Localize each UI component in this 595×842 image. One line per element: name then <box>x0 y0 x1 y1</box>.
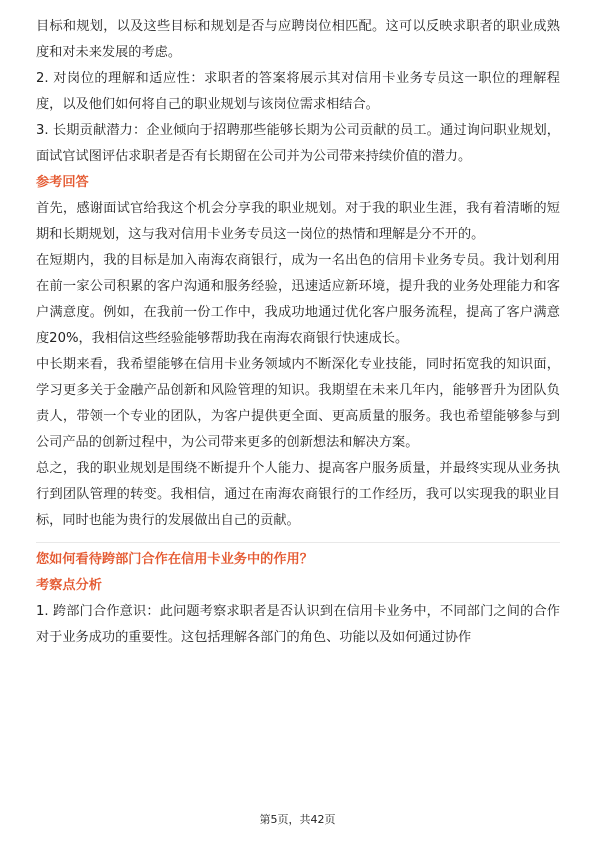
answer-paragraph-intro: 首先，感谢面试官给我这个机会分享我的职业规划。对于我的职业生涯，我有着清晰的短期和长期规划，这与我对信用卡业务专员这一岗位的热情和理解是分不开的。 <box>36 201 560 242</box>
paragraph-continuation: 目标和规划，以及这些目标和规划是否与应聘岗位相匹配。这可以反映求职者的职业成熟度和对未来发展的考虑。 <box>36 19 560 60</box>
page-number-label: 第5页，共42页 <box>259 813 336 826</box>
paragraph-point-3: 3. 长期贡献潜力：企业倾向于招聘那些能够长期为公司贡献的员工。通过询问职业规划，面试官试图评估求职者是否有长期留在公司并为公司带来持续价值的潜力。 <box>36 123 560 164</box>
answer-paragraph-short-term: 在短期内，我的目标是加入南海农商银行，成为一名出色的信用卡业务专员。我计划利用在前一家公司积累的客户沟通和服务经验，迅速适应新环境，提升我的业务处理能力和客户满意度。例如，在我前一份工作中，我成功地通过优化客户服务流程，提高了客户满意度20%，我相信这些经验能够帮助我在南海农商银行快速成长。 <box>36 253 560 346</box>
answer-paragraph-summary: 总之，我的职业规划是围绕不断提升个人能力、提高客户服务质量，并最终实现从业务执行到团队管理的转变。我相信，通过在南海农商银行的工作经历，我可以实现我的职业目标，同时也能为贵行的发展做出自己的贡献。 <box>36 461 560 528</box>
page-footer <box>0 812 595 828</box>
paragraph-point-2: 2. 对岗位的理解和适应性：求职者的答案将展示其对信用卡业务专员这一职位的理解程度，以及他们如何将自己的职业规划与该岗位需求相结合。 <box>36 71 560 112</box>
analysis-heading: 考察点分析 <box>36 578 102 593</box>
answer-paragraph-long-term: 中长期来看，我希望能够在信用卡业务领域内不断深化专业技能，同时拓宽我的知识面，学习更多关于金融产品创新和风险管理的知识。我期望在未来几年内，能够晋升为团队负责人，带领一个专业的团队，为客户提供更全面、更高质量的服务。我也希望能够参与到公司产品的创新过程中，为公司带来更多的创新想法和解决方案。 <box>36 357 560 450</box>
question-heading: 您如何看待跨部门合作在信用卡业务中的作用？ <box>36 552 313 567</box>
section-divider <box>36 542 560 543</box>
analysis-paragraph-1: 1. 跨部门合作意识：此问题考察求职者是否认识到在信用卡业务中，不同部门之间的合作对于业务成功的重要性。这包括理解各部门的角色、功能以及如何通过协作 <box>36 604 560 645</box>
reference-answer-heading: 参考回答 <box>36 175 89 190</box>
document-body <box>36 14 560 651</box>
